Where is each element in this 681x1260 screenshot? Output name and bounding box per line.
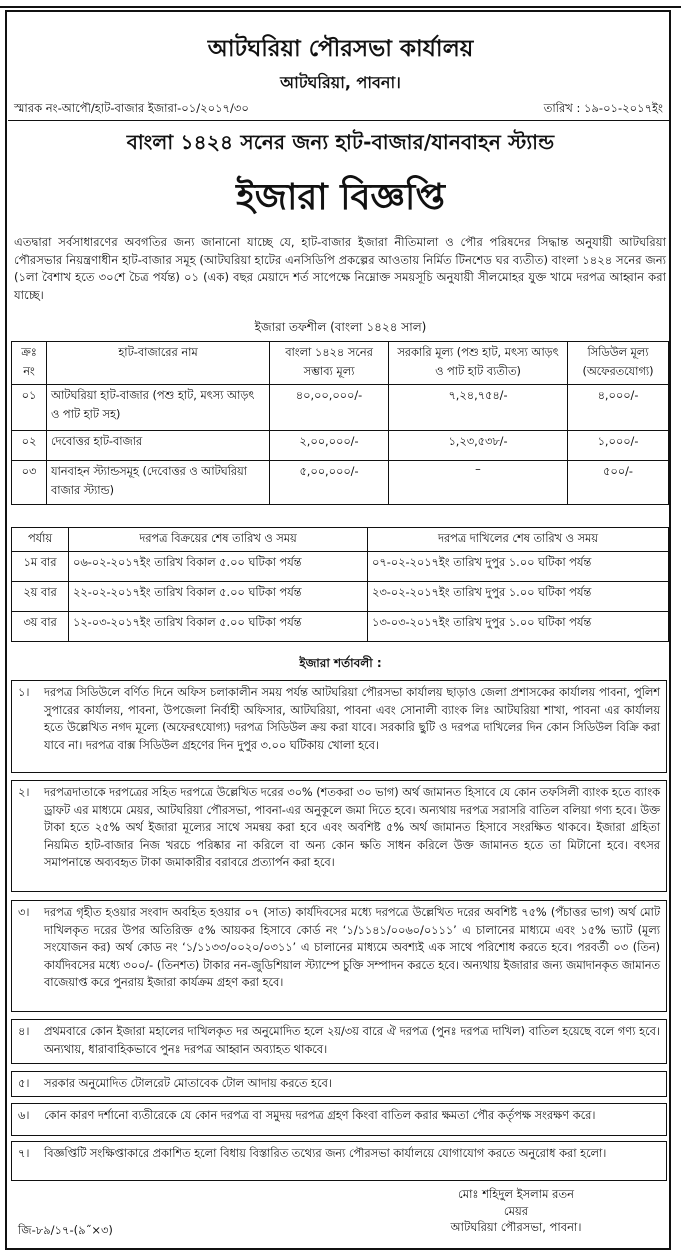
table-header-row — [12, 342, 669, 385]
condition-text: দরপত্রদাতাকে দরপত্রের সহিত দরপত্রে উল্লেখিত দরের ৩০% (শতকরা ৩০ ভাগ) অর্থ জামানত হিসাবে যে কোন তফসিলী ব্যাংক হতে ব্যাংক ড্রাফট এর মাধ্যমে মেয়র, আটঘরিয়া পৌরসভা, পাবনা-এর অনুকূলে জমা দিতে হবে। অন্যথায় দরপত্র সরাসরি বাতিল বলিয়া গণ্য হবে। উক্ত টাকা হতে ২৫% অর্থ ইজারা মূল্যের সাথে সমন্বয় করা হবে এবং অবশিষ্ট ৫% অর্থ জামানত হিসাবে সংরক্ষিত থাকবে। ইজারা গ্রহিতা নিয়মিত হাট-বাজার নিজ খরচে পরিষ্কার না করিলে বা অন্য কোন ক্ষতি সাধন করিলে উক্ত জামানত হতে তা মিটানো হবে। বৎসর সমাপনান্তে অব্যবহৃত টাকা জমাকারীর বরাবরে প্রত্যার্পন করা হবে। — [44, 786, 660, 869]
condition-text: কোন কারণ দর্শানো ব্যতীরেকে যে কোন দরপত্র বা সমুদয় দরপত্র গ্রহণ কিংবা বাতিল করার ক্ষমতা পৌর কর্তৃপক্ষ সংরক্ষণ করে। — [44, 1109, 596, 1122]
dates-table — [11, 527, 669, 642]
phase: ১ম বার — [12, 552, 69, 582]
schedule-fee: ৪,০০০/- — [568, 385, 669, 431]
government-value: – — [389, 461, 568, 505]
table-header-row — [12, 528, 669, 552]
schedule-fee: ১,০০০/- — [568, 431, 669, 461]
condition-item — [11, 1141, 667, 1181]
table-row — [12, 461, 669, 505]
notice-subject: বাংলা ১৪২৪ সনের জন্য হাট-বাজার/যানবাহন স্ট্যান্ড — [126, 130, 555, 154]
header-cell: পর্যায় — [12, 528, 69, 552]
table-row — [12, 612, 669, 642]
row-number: ০২ — [12, 431, 47, 461]
sale-deadline: ২২-০২-২০১৭ইং তারিখ বিকাল ৫.০০ ঘটিকা পর্যন্ত — [69, 582, 368, 612]
condition-number: ৪। — [18, 1025, 30, 1038]
government-value: ৭,২৪,৭৫৪/- — [389, 385, 568, 431]
header-cell: ক্রঃ নং — [12, 342, 47, 385]
schedule-table — [11, 341, 669, 505]
condition-item — [11, 1019, 667, 1064]
submit-deadline: ২৩-০২-২০১৭ইং তারিখ দুপুর ১.০০ ঘটিকা পর্যন্ত — [368, 582, 669, 612]
condition-number: ৫। — [18, 1077, 30, 1090]
condition-number: ৬। — [18, 1109, 30, 1122]
submit-deadline: ০৭-০২-২০১৭ইং তারিখ দুপুর ১.০০ ঘটিকা পর্যন্ত — [368, 552, 669, 582]
government-value: ১,২৩,৫৩৮/- — [389, 431, 568, 461]
header-cell: সিডিউল মূল্য (অফেরতযোগ্য) — [568, 342, 669, 385]
office-address: আটঘরিয়া, পাবনা। — [280, 73, 401, 92]
condition-number: ৩। — [18, 906, 30, 919]
phase: ২য় বার — [12, 582, 69, 612]
condition-item — [11, 1071, 667, 1097]
signature-block — [376, 1186, 656, 1236]
notice-title: ইজারা বিজ্ঞপ্তি — [236, 177, 445, 218]
header-cell: হাট-বাজারের নাম — [47, 342, 270, 385]
condition-text: দরপত্র সিডিউলে বর্ণিত দিনে অফিস চলাকালীন সময় পর্যন্ত আটঘরিয়া পৌরসভা কার্যালয় ছাড়াও জেলা প্রশাসকের কার্যালয় পাবনা, পুলিশ সুপারের কার্যালয়, পাবনা, উপজেলা নির্বাহী অফিসার, আটঘরিয়া, পাবনা এবং সোনালী ব্যাংক লিঃ আটঘরিয়া শাখা, পাবনা এর কার্যালয় হতে উল্লেখিত নগদ মূল্যে (অফেরৎযোগ্য) দরপত্র সিডিউল ক্রয় করা যাবে। সরকারি ছুটি ও দরপত্র দাখিলের দিন কোন সিডিউল বিক্রি করা যাবে না। দরপত্র বাক্স সিডিউল গ্রহণের দিন দুপুর ৩.০০ ঘটিকায় খোলা হবে। — [44, 686, 660, 752]
signatory-title: মেয়র — [503, 1203, 529, 1218]
header-cell: বাংলা ১৪২৪ সনের সম্ভাব্য মূল্য — [270, 342, 389, 385]
row-number: ০৩ — [12, 461, 47, 505]
table-row — [12, 385, 669, 431]
condition-text: প্রথমবারে কোন ইজারা মহালের দাখিলকৃত দর অনুমোদিত হলে ২য়/৩য় বারে ঐ দরপত্র (পুনঃ দরপত্র দাখিল) বাতিল হয়েছে বলে গণ্য হবে। অন্যথায়, ধারাবাহিকভাবে পুনঃ দরপত্র আহ্বান অব্যাহত থাকবে। — [44, 1025, 660, 1056]
schedule-title: ইজারা তফশীল (বাংলা ১৪২৪ সাল) — [254, 320, 427, 334]
table-row — [12, 582, 669, 612]
estimated-value: ২,০০,০০০/- — [270, 431, 389, 461]
top-border — [0, 0, 681, 8]
memo-number: স্মারক নং-আপৌ/হাট-বাজার ইজারা-০১/২০১৭/৩০ — [14, 101, 249, 115]
condition-item — [11, 780, 667, 892]
sale-deadline: ০৬-০২-২০১৭ইং তারিখ বিকাল ৫.০০ ঘটিকা পর্যন্ত — [69, 552, 368, 582]
condition-text: বিজ্ঞপ্তিটি সংক্ষিপ্তাকারে প্রকাশিত হলো বিধায় বিস্তারিত তথ্যের জন্য পৌরসভা কার্যালয়ে যোগাযোগ করতে অনুরোধ করা হলো। — [44, 1147, 607, 1160]
header-cell: সরকারি মূল্য (পশু হাট, মৎস্য আড়ৎ ও পাট হাট ব্যতীত) — [389, 342, 568, 385]
row-number: ০১ — [12, 385, 47, 431]
condition-number: ৭। — [18, 1147, 30, 1160]
condition-number: ১। — [18, 686, 30, 699]
signatory-org: আটঘরিয়া পৌরসভা, পাবনা। — [450, 1220, 582, 1234]
schedule-fee: ৫০০/- — [568, 461, 669, 505]
table-row — [12, 431, 669, 461]
phase: ৩য় বার — [12, 612, 69, 642]
sale-deadline: ১২-০৩-২০১৭ইং তারিখ বিকাল ৫.০০ ঘটিকা পর্যন্ত — [69, 612, 368, 642]
estimated-value: ৪০,০০,০০০/- — [270, 385, 389, 431]
condition-item — [11, 680, 667, 773]
intro-paragraph: এতদ্বারা সর্বসাধারণের অবগতির জন্য জানানো যাচ্ছে যে, হাট-বাজার ইজারা নীতিমালা ও পৌর পরিষদের সিদ্ধান্ত অনুযায়ী আটঘরিয়া পৌরসভার নিয়ন্ত্রণাধীন হাট-বাজার সমূহ (আটঘরিয়া হাটের এনসিডিপি প্রকল্পের আওতায় নির্মিত টিনশেড ঘর ব্যতীত) বাংলা ১৪২৪ সনের জন্য (১লা বৈশাখ হতে ৩০শে চৈত্র পর্যন্ত) ০১ (এক) বছর মেয়াদে শর্ত সাপেক্ষে নিম্নোক্ত সময়সূচি অনুযায়ী সীলমোহর যুক্ত খামে দরপত্র আহ্বান করা যাচ্ছে। — [14, 235, 666, 302]
market-name: যানবাহন স্ট্যান্ডসমূহ (দেবোত্তর ও আটঘরিয়া বাজার স্ট্যান্ড) — [47, 461, 270, 505]
condition-item — [11, 1103, 667, 1136]
market-name: দেবোত্তর হাট-বাজার — [47, 431, 270, 461]
table-row — [12, 552, 669, 582]
conditions-title: ইজারা শর্তাবলী : — [299, 656, 382, 670]
condition-text: দরপত্র গৃহীত হওয়ার সংবাদ অবহিত হওয়ার ০৭ (সাত) কার্যদিবসের মধ্যে দরপত্রে উল্লেখিত দরের অবশিষ্ট ৭৫% (পঁচাত্তর ভাগ) অর্থ মোট দাখিলকৃত দরের উপর অতিরিক্ত ৫% আয়কর হিসাবে কোর্ড নং ‘১/১১৪১/০০৬০/০১১১’ এ চালানের মাধ্যমে এবং ১৫% ভ্যাট (মূল্য সংযোজন কর) অর্থ কোড নং ‘১/১১৩৩/০০২০/০৩১১’ এ চালানের মাধ্যমে অবশ্যই এক সাথে পরিশোধ করতে হবে। পরবর্তী ০৩ (তিন) কার্যদিবসের মধ্যে ৩০০/- (তিনশত) টাকার নন-জুডিশিয়াল স্ট্যাম্পে চুক্তি সম্পাদন করতে হবে। অন্যথায় ইজারার জন্য জমাদানকৃত জামানত বাজেয়াপ্ত করে পুনরায় ইজারা কার্যক্রম গ্রহণ করা হবে। — [44, 906, 660, 989]
notice-date: তারিখ : ১৯-০১-২০১৭ইং — [543, 101, 663, 115]
condition-item — [11, 900, 667, 1012]
estimated-value: ৫,০০,০০০/- — [270, 461, 389, 505]
header-cell: দরপত্র দাখিলের শেষ তারিখ ও সময় — [368, 528, 669, 552]
office-name: আটঘরিয়া পৌরসভা কার্যালয় — [207, 36, 474, 62]
header-cell: দরপত্র বিক্রয়ের শেষ তারিখ ও সময় — [69, 528, 368, 552]
condition-number: ২। — [18, 786, 30, 799]
condition-text: সরকার অনুমোদিত টোলরেট মোতাবেক টোল আদায় করতে হবে। — [44, 1077, 332, 1090]
publication-code: জি-৮৯/১৭-(৯˝×৩) — [18, 1223, 113, 1237]
submit-deadline: ১৩-০৩-২০১৭ইং তারিখ দুপুর ১.০০ ঘটিকা পর্যন্ত — [368, 612, 669, 642]
divider — [8, 120, 670, 121]
signatory-name: মোঃ শহিদুল ইসলাম রতন — [458, 1187, 574, 1201]
market-name: আটঘরিয়া হাট-বাজার (পশু হাট, মৎস্য আড়ৎ ও পাট হাট সহ) — [47, 385, 270, 431]
